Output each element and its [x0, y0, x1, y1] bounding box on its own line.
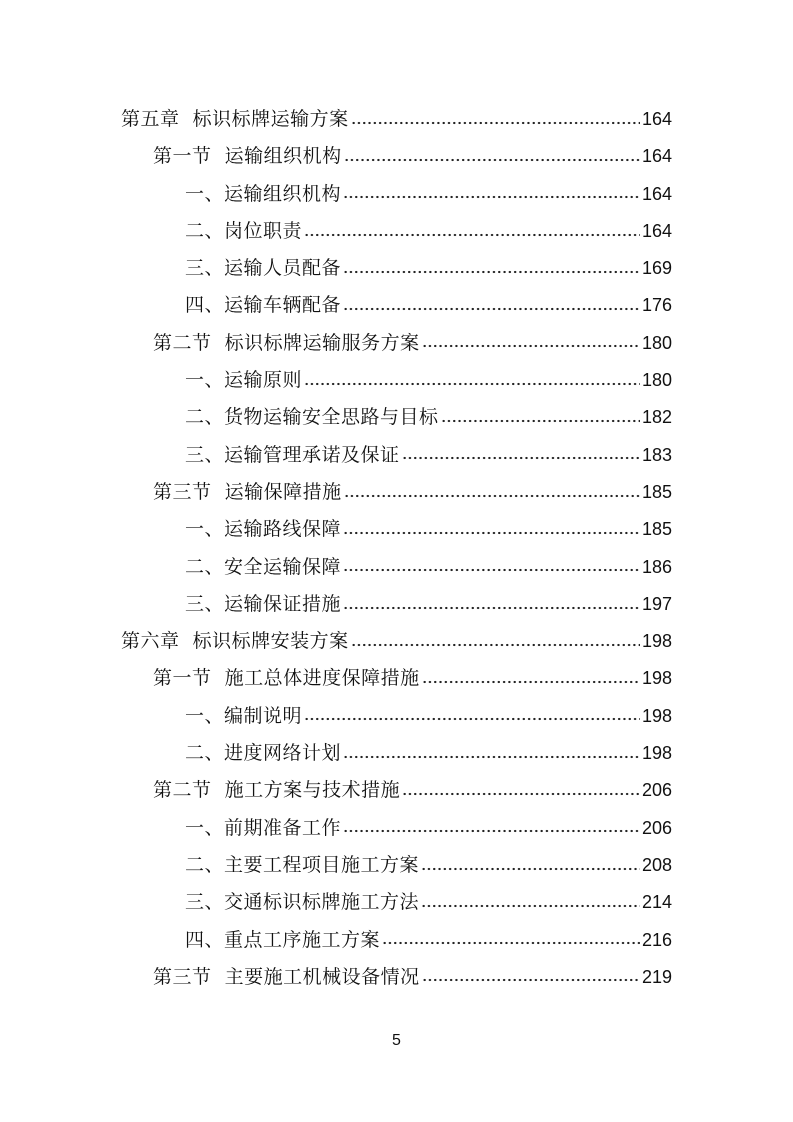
toc-entry-page: 214	[641, 892, 672, 913]
toc-entry-page: 219	[641, 966, 672, 987]
toc-entry[interactable]	[121, 922, 672, 959]
page-number: 5	[392, 1032, 401, 1049]
toc-entry[interactable]	[121, 660, 672, 697]
toc-entry[interactable]	[121, 623, 672, 660]
toc-dot-leader	[343, 828, 640, 834]
toc-entry[interactable]	[121, 176, 672, 213]
toc-entry-title: 四、运输车辆配备	[185, 294, 342, 317]
toc-entry[interactable]	[121, 325, 672, 362]
toc-entry-title: 第二节 施工方案与技术措施	[153, 779, 401, 802]
toc-dot-leader	[422, 977, 640, 983]
toc-dot-leader	[402, 791, 640, 797]
toc-entry-page: 185	[641, 519, 672, 540]
toc-entry[interactable]	[121, 772, 672, 809]
toc-entry-title: 一、运输原则	[185, 369, 303, 392]
toc-entry[interactable]	[121, 399, 672, 436]
toc-dot-leader	[343, 530, 640, 536]
toc-entry-title: 一、运输组织机构	[185, 182, 342, 205]
toc-entry-page: 176	[641, 295, 672, 316]
toc-dot-leader	[343, 605, 640, 611]
toc-entry-title: 第六章 标识标牌安装方案	[121, 630, 349, 653]
toc-entry-page: 182	[641, 407, 672, 428]
toc-dot-leader	[343, 567, 640, 573]
toc-dot-leader	[382, 940, 640, 946]
toc-entry-page: 198	[641, 743, 672, 764]
toc-entry-page: 164	[641, 220, 672, 241]
toc-dot-leader	[441, 418, 640, 424]
toc-entry-title: 二、货物运输安全思路与目标	[185, 406, 439, 429]
toc-entry-title: 四、重点工序施工方案	[185, 928, 381, 951]
toc-dot-leader	[343, 194, 640, 200]
toc-dot-leader	[343, 754, 640, 760]
toc-dot-leader	[422, 679, 640, 685]
toc-entry-title: 二、岗位职责	[185, 219, 303, 242]
toc-entry-title: 三、运输管理承诺及保证	[185, 443, 400, 466]
toc-entry-page: 186	[641, 556, 672, 577]
toc-entry-title: 一、运输路线保障	[185, 518, 342, 541]
toc-dot-leader	[304, 381, 640, 387]
toc-entry[interactable]	[121, 138, 672, 175]
toc-entry-title: 二、主要工程项目施工方案	[185, 853, 420, 876]
toc-dot-leader	[304, 716, 640, 722]
toc-entry[interactable]	[121, 549, 672, 586]
toc-entry-title: 三、运输保证措施	[185, 592, 342, 615]
toc-entry[interactable]	[121, 511, 672, 548]
toc-entry-title: 三、运输人员配备	[185, 257, 342, 280]
toc-entry-title: 第三节 运输保障措施	[153, 480, 342, 503]
toc-entry-page: 180	[641, 370, 672, 391]
toc-entry-title: 一、编制说明	[185, 704, 303, 727]
toc-entry-title: 第一节 运输组织机构	[153, 145, 342, 168]
toc-dot-leader	[344, 493, 640, 499]
toc-entry-title: 第三节 主要施工机械设备情况	[153, 965, 420, 988]
toc-entry[interactable]	[121, 735, 672, 772]
toc-entry-page: 180	[641, 332, 672, 353]
toc-entry-title: 二、安全运输保障	[185, 555, 342, 578]
toc-entry-title: 二、进度网络计划	[185, 742, 342, 765]
toc-entry[interactable]	[121, 474, 672, 511]
toc-entry-page: 185	[641, 481, 672, 502]
toc-entry-page: 164	[641, 146, 672, 167]
toc-entry[interactable]	[121, 698, 672, 735]
toc-entry[interactable]	[121, 810, 672, 847]
toc-entry[interactable]	[121, 586, 672, 623]
toc-entry-title: 三、交通标识标牌施工方法	[185, 891, 420, 914]
toc-entry-page: 183	[641, 444, 672, 465]
toc-dot-leader	[421, 903, 640, 909]
toc-entry[interactable]	[121, 437, 672, 474]
toc-entry-page: 164	[641, 109, 672, 129]
toc-entry-page: 197	[641, 593, 672, 614]
toc-entry-title: 第五章 标识标牌运输方案	[121, 108, 349, 130]
toc-entry-title: 第二节 标识标牌运输服务方案	[153, 331, 420, 354]
toc-entry[interactable]	[121, 213, 672, 250]
toc-dot-leader	[421, 866, 640, 872]
toc-entry-page: 198	[641, 631, 672, 652]
toc-dot-leader	[402, 455, 640, 461]
toc-entry-page: 216	[641, 929, 672, 950]
toc-dot-leader	[351, 120, 640, 126]
toc-entry-page: 164	[641, 183, 672, 204]
toc-entry-page: 206	[641, 780, 672, 801]
toc-entry[interactable]	[121, 959, 672, 996]
toc-dot-leader	[351, 642, 640, 648]
toc-dot-leader	[343, 306, 640, 312]
toc-entry[interactable]	[121, 101, 672, 138]
toc-dot-leader	[344, 157, 640, 163]
toc-entry-page: 208	[641, 854, 672, 875]
toc-entry[interactable]	[121, 884, 672, 921]
toc-entry[interactable]	[121, 250, 672, 287]
toc-dot-leader	[343, 269, 640, 275]
toc-entry-page: 198	[641, 705, 672, 726]
toc-entry-page: 198	[641, 668, 672, 689]
toc-entry-page: 169	[641, 258, 672, 279]
toc-dot-leader	[422, 343, 640, 349]
toc-entry[interactable]	[121, 287, 672, 324]
toc-entry[interactable]	[121, 362, 672, 399]
toc-entry-page: 206	[641, 817, 672, 838]
table-of-contents	[121, 101, 672, 996]
toc-dot-leader	[304, 232, 640, 238]
toc-entry-title: 第一节 施工总体进度保障措施	[153, 667, 420, 690]
toc-entry-title: 一、前期准备工作	[185, 816, 342, 839]
toc-entry[interactable]	[121, 847, 672, 884]
